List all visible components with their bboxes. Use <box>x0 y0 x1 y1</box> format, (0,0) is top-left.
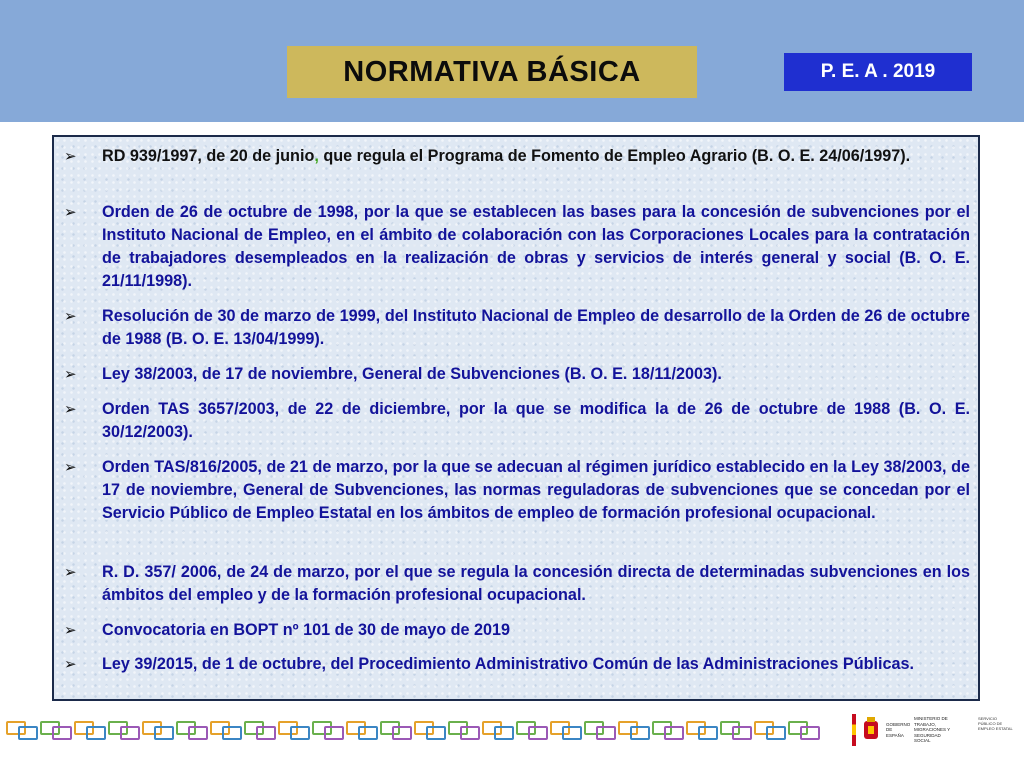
arrow-bullet-icon: ➢ <box>64 564 77 581</box>
chain-link-icon <box>584 721 616 737</box>
regulations-list <box>52 135 980 701</box>
list-item <box>64 561 970 607</box>
arrow-bullet-icon: ➢ <box>64 366 77 383</box>
list-item <box>64 653 970 676</box>
chain-link-icon <box>380 721 412 737</box>
chain-link-icon <box>346 721 378 737</box>
chain-link-icon <box>6 721 38 737</box>
item-lead: R. D. 357/ 2006, de 24 de marzo <box>102 563 345 581</box>
item-lead: Convocatoria en BOPT nº 101 de 30 de mayo de 2019 <box>102 621 511 639</box>
chain-link-icon <box>754 721 786 737</box>
chain-link-icon <box>720 721 752 737</box>
ministry-text: MINISTERIO DE TRABAJO, MIGRACIONES Y SEGURIDAD SOCIAL <box>914 716 951 744</box>
chain-link-icon <box>482 721 514 737</box>
item-lead: RD 939/1997, de 20 de junio <box>102 147 315 165</box>
list-item <box>64 456 970 525</box>
arrow-bullet-icon: ➢ <box>64 148 77 165</box>
year-tag <box>784 53 972 91</box>
item-rest: (B. O. E. 18/11/2003). <box>559 365 722 383</box>
chain-link-icon <box>312 721 344 737</box>
chain-link-icon <box>686 721 718 737</box>
item-lead: Orden TAS 3657/2003, de 22 de diciembre <box>102 400 446 418</box>
page-title: NORMATIVA BÁSICA <box>343 55 641 88</box>
list-item <box>64 201 971 293</box>
item-rest: , por la que se establecen las bases para la concesión de subvenciones por el Instituto Nacional de Empleo, en el ámbito de colaboración con las Corporaciones Locales para la contratación de trabajadores desempleados en la realización de obras y servicios de interés general y social (B. O. E. 21/11/1998). <box>102 203 971 290</box>
chain-link-icon <box>210 721 242 737</box>
arrow-bullet-icon: ➢ <box>64 401 77 418</box>
chain-link-icon <box>108 721 140 737</box>
chain-link-icon <box>618 721 650 737</box>
chain-link-icon <box>176 721 208 737</box>
item-rest: , por la que se adecuan al régimen jurídico establecido en la Ley 38/2003, de 17 de noviembre, General de Subvenciones, las normas reguladoras de subvenciones que se concedan por el Servicio Público de Empleo Estatal en los ámbitos de empleo de formación profesional ocupacional. <box>102 458 970 522</box>
chain-link-icon <box>244 721 276 737</box>
item-lead: Orden TAS/816/2005, de 21 de marzo <box>102 458 384 476</box>
government-logo <box>852 712 972 748</box>
chain-link-icon <box>278 721 310 737</box>
list-item <box>64 619 970 642</box>
flag-stripe-icon <box>852 714 856 746</box>
arrow-bullet-icon: ➢ <box>64 308 77 325</box>
decorative-chain-border <box>0 714 846 744</box>
list-item <box>64 398 971 444</box>
list-item <box>64 363 970 386</box>
item-rest: que regula el Programa de Fomento de Empleo Agrario (B. O. E. 24/06/1997). <box>318 147 911 165</box>
chain-link-icon <box>74 721 106 737</box>
gov-text: GOBIERNO DE ESPAÑA <box>886 721 911 738</box>
item-rest: , del Instituto Nacional de Empleo de desarrollo de la Orden de 26 de octubre de 1988 (B. O. E. 13/04/1999). <box>102 307 970 348</box>
item-lead: Resolución de 30 de marzo de 1999 <box>102 307 376 325</box>
coat-of-arms-icon <box>862 717 880 743</box>
year-tag-label: P. E. A . 2019 <box>820 61 936 82</box>
item-comma: , <box>314 147 319 165</box>
arrow-bullet-icon: ➢ <box>64 622 77 639</box>
arrow-bullet-icon: ➢ <box>64 656 77 673</box>
chain-link-icon <box>652 721 684 737</box>
chain-link-icon <box>40 721 72 737</box>
arrow-bullet-icon: ➢ <box>64 459 77 476</box>
sepe-text: SERVICIO PÚBLICO DE EMPLEO ESTATAL <box>978 716 1013 731</box>
chain-link-icon <box>550 721 582 737</box>
item-rest: , por el que se regula la concesión directa de determinadas subvenciones en los ámbitos del empleo y de la formación profesional ocupacional. <box>102 563 970 604</box>
chain-link-icon <box>414 721 446 737</box>
item-lead: Ley 39/2015, de 1 de octubre, del Procedimiento Administrativo Común de las Administraciones Públicas. <box>102 655 915 673</box>
chain-link-icon <box>788 721 820 737</box>
list-item <box>64 145 970 168</box>
chain-link-icon <box>516 721 548 737</box>
title-box <box>287 46 697 98</box>
item-lead: Orden de 26 de octubre de 1998 <box>102 203 354 221</box>
item-rest: , por la que se modifica la de 26 de octubre de 1988 (B. O. E. 30/12/2003). <box>102 400 971 441</box>
item-lead: Ley 38/2003, de 17 de noviembre, General de Subvenciones <box>102 365 560 383</box>
arrow-bullet-icon: ➢ <box>64 204 77 221</box>
list-item <box>64 305 970 351</box>
chain-link-icon <box>142 721 174 737</box>
chain-link-icon <box>448 721 480 737</box>
